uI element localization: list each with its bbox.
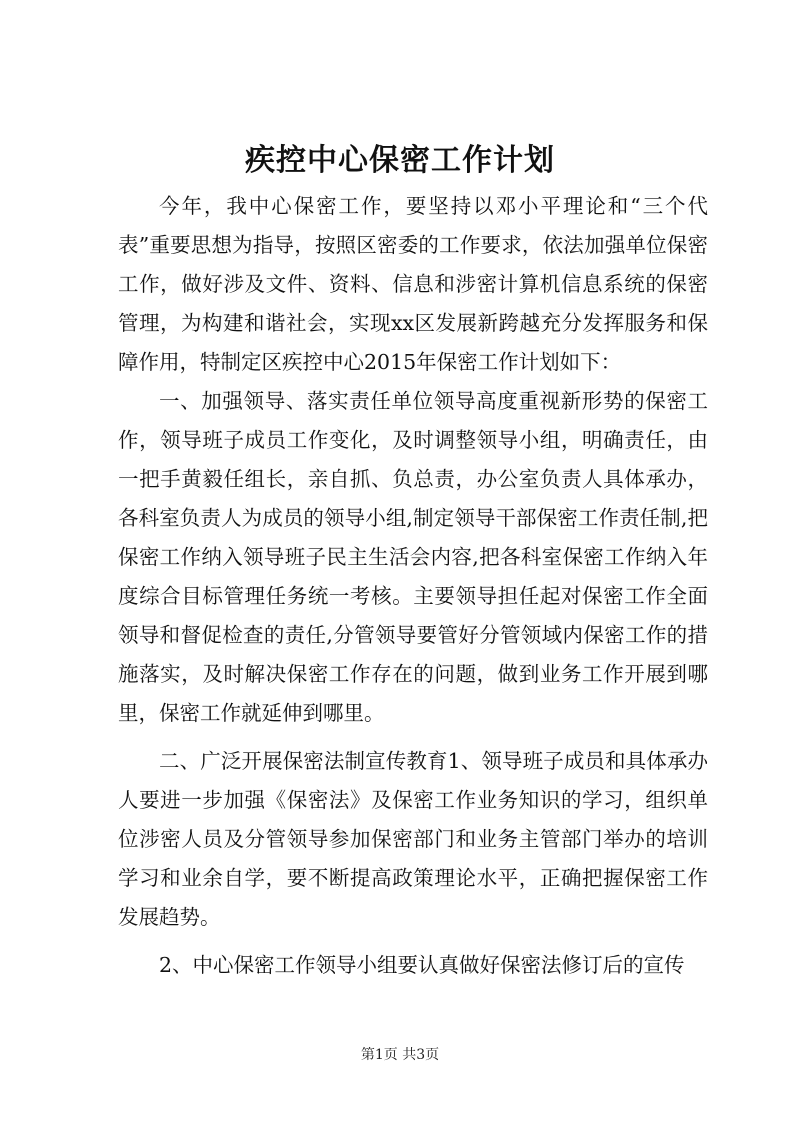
document-body	[118, 187, 708, 985]
page-title: 疾控中心保密工作计划	[245, 143, 555, 178]
page-footer: 第1页 共3页	[360, 1047, 440, 1063]
paragraph-section-1: 一、加强领导、落实责任单位领导高度重视新形势的保密工作，领导班子成员工作变化，及时调整领导小组，明确责任，由一把手黄毅任组长，亲自抓、负总责，办公室负责人具体承办，各科室负责人为成员的领导小组,制定领导干部保密工作责任制,把保密工作纳入领导班子民主生活会内容,把各科室保密工作纳入年度综合目标管理任务统一考核。主要领导担任起对保密工作全面领导和督促检查的责任,分管领导要管好分管领域内保密工作的措施落实，及时解决保密工作存在的问题，做到业务工作开展到哪里，保密工作就延伸到哪里。	[118, 389, 708, 725]
paragraph-section-2: 二、广泛开展保密法制宣传教育1、领导班子成员和具体承办人要进一步加强《保密法》及保密工作业务知识的学习，组织单位涉密人员及分管领导参加保密部门和业务主管部门举办的培训学习和业余自学，要不断提高政策理论水平，正确把握保密工作发展趋势。	[118, 749, 708, 929]
paragraph-intro: 今年，我中心保密工作，要坚持以邓小平理论和“三个代表”重要思想为指导，按照区密委的工作要求，依法加强单位保密工作，做好涉及文件、资料、信息和涉密计算机信息系统的保密管理，为构建和谐社会，实现xx区发展新跨越充分发挥服务和保障作用，特制定区疾控中心2015年保密工作计划如下：	[118, 194, 708, 374]
paragraph-section-2-item-2: 2、中心保密工作领导小组要认真做好保密法修订后的宣传	[159, 953, 685, 977]
